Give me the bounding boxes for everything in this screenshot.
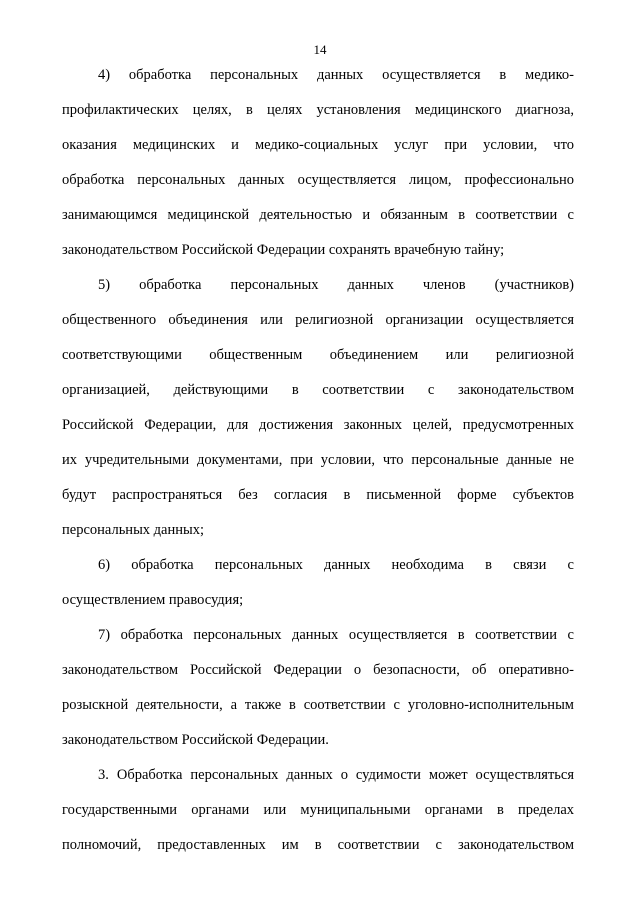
text-line: 5) обработка персональных данных членов (участников) <box>98 277 574 293</box>
text-line: 6) обработка персональных данных необходима в связи с <box>98 557 574 573</box>
text-line: законодательством Российской Федерации сохранять врачебную тайну; <box>62 242 505 258</box>
text-line: осуществлением правосудия; <box>62 592 244 608</box>
text-line: персональных данных; <box>62 522 205 538</box>
text-line: розыскной деятельности, а также в соответствии с уголовно-исполнительным <box>62 697 574 713</box>
text-line: Российской Федерации, для достижения законных целей, предусмотренных <box>62 417 574 433</box>
text-line: полномочий, предоставленных им в соответствии с законодательством <box>62 837 574 853</box>
text-line: профилактических целях, в целях установления медицинского диагноза, <box>62 102 574 118</box>
text-line: их учредительными документами, при условии, что персональные данные не <box>62 452 574 468</box>
text-line: оказания медицинских и медико-социальных услуг при условии, что <box>62 137 574 153</box>
text-line: занимающимся медицинской деятельностью и обязанным в соответствии с <box>62 207 574 223</box>
text-line: 4) обработка персональных данных осуществляется в медико- <box>98 67 574 83</box>
text-line: обработка персональных данных осуществляется лицом, профессионально <box>62 172 574 188</box>
text-line: будут распространяться без согласия в письменной форме субъектов <box>62 487 574 503</box>
text-line: 7) обработка персональных данных осуществляется в соответствии с <box>98 627 574 643</box>
text-line: государственными органами или муниципальными органами в пределах <box>62 802 574 818</box>
text-line: законодательством Российской Федерации о безопасности, об оперативно- <box>62 662 574 678</box>
text-line: общественного объединения или религиозной организации осуществляется <box>62 312 574 328</box>
text-line: законодательством Российской Федерации. <box>62 732 329 748</box>
text-line: 3. Обработка персональных данных о судимости может осуществляться <box>98 767 574 783</box>
text-line: организацией, действующими в соответствии с законодательством <box>62 382 574 398</box>
page-number: 14 <box>313 42 327 57</box>
text-line: соответствующими общественным объединением или религиозной <box>62 347 574 363</box>
